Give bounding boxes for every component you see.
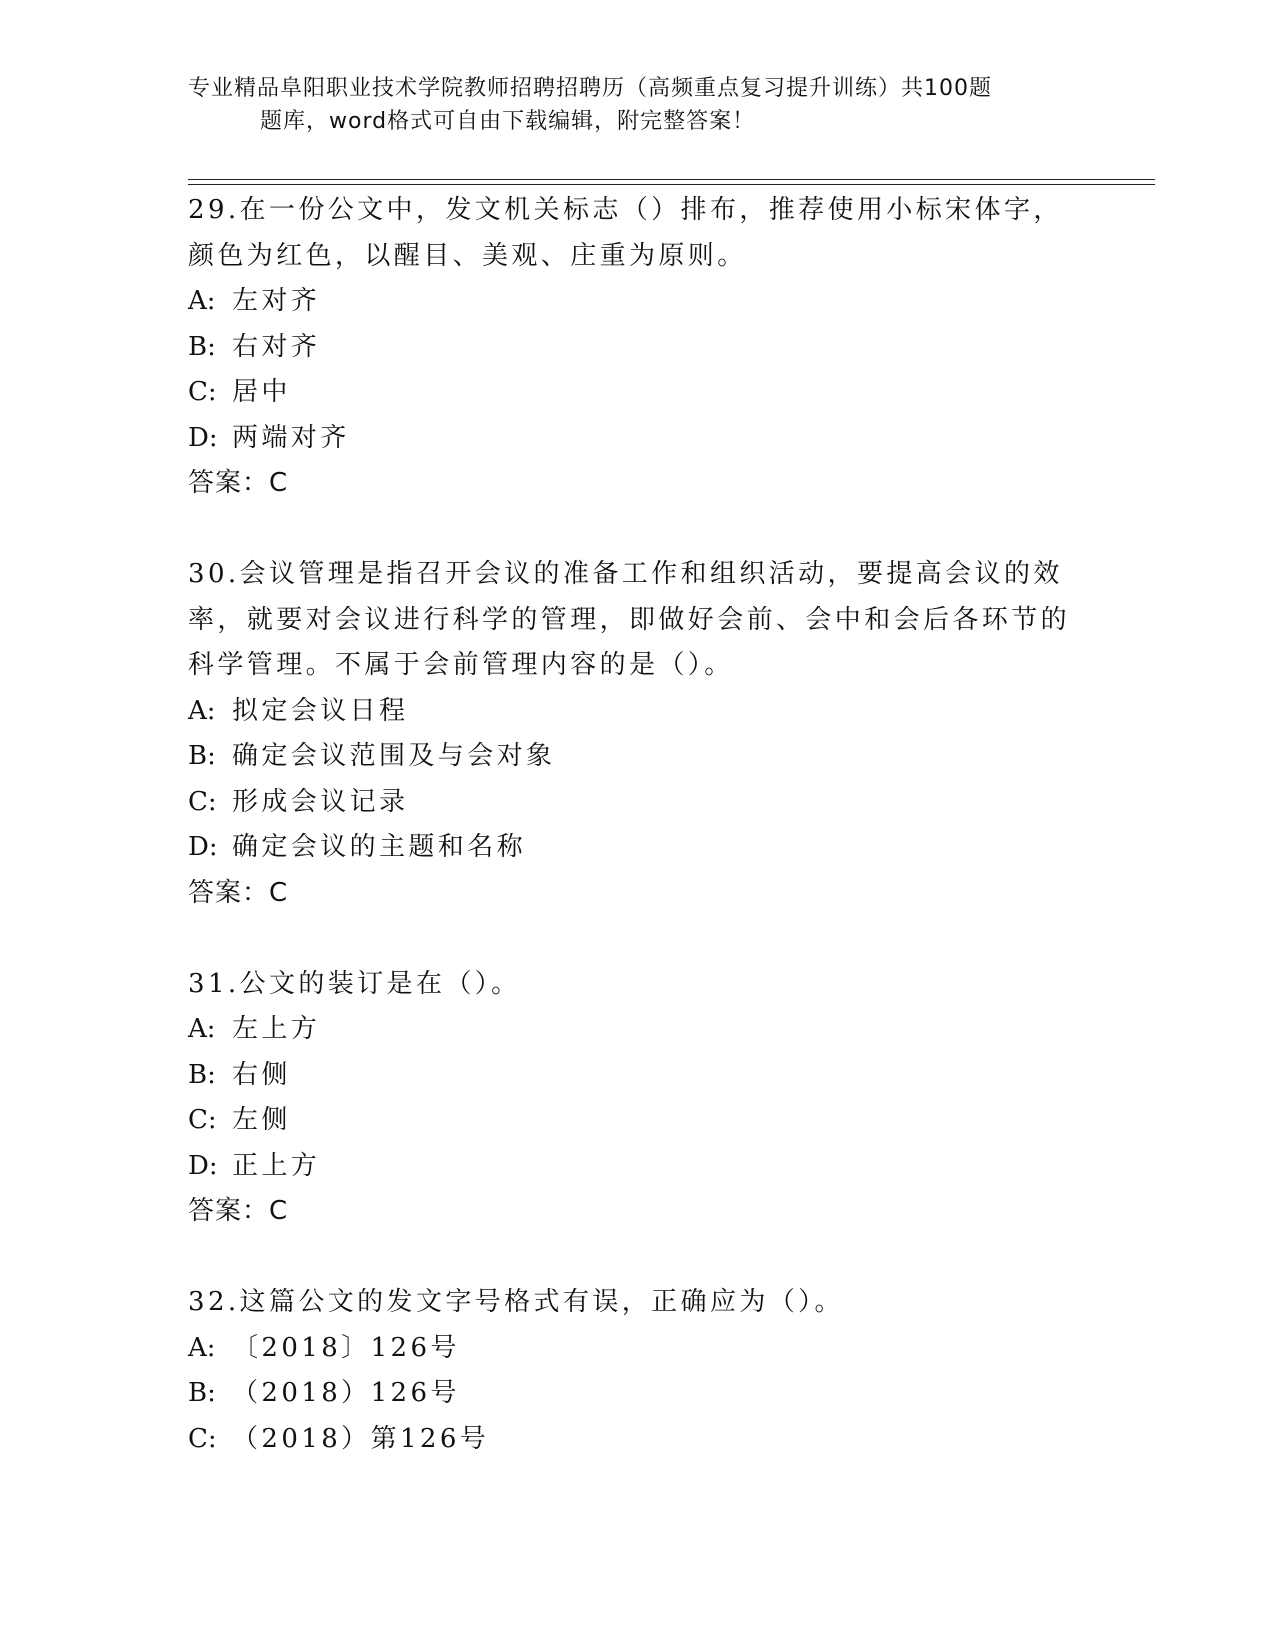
option-b	[188, 1371, 1088, 1417]
answer-line: 答案：C	[188, 1196, 289, 1226]
option-letter: D:	[188, 1150, 218, 1181]
option-d	[188, 1144, 1088, 1190]
header-divider-bottom	[188, 184, 1155, 185]
option-text: 左上方	[232, 1014, 321, 1044]
option-c	[188, 370, 1088, 416]
option-text: （2018）126号	[232, 1378, 460, 1408]
option-a	[188, 689, 1088, 735]
option-b	[188, 1053, 1088, 1099]
option-letter: C:	[188, 377, 217, 407]
header-divider-top	[188, 179, 1155, 180]
option-c	[188, 1417, 1088, 1463]
option-text: 〔2018〕126号	[232, 1332, 460, 1363]
question-spacer	[188, 916, 1088, 962]
header-title-line-2: 题库，word格式可自由下载编辑，附完整答案！	[260, 109, 756, 134]
option-text: （2018）第126号	[232, 1423, 490, 1454]
option-d	[188, 416, 1088, 462]
option-b	[188, 734, 1088, 780]
question-item	[188, 552, 1088, 916]
answer-line: 答案：C	[188, 468, 289, 498]
option-letter: B:	[188, 1059, 216, 1090]
option-d	[188, 825, 1088, 871]
option-text: 正上方	[232, 1150, 321, 1181]
option-letter: D:	[188, 422, 218, 453]
document-header	[188, 72, 1088, 138]
option-letter: B:	[188, 331, 216, 362]
option-text: 左对齐	[232, 286, 321, 316]
option-text: 拟定会议日程	[232, 695, 409, 726]
question-text: 30.会议管理是指召开会议的准备工作和组织活动，要提高会议的效率，就要对会议进行科学的管理，即做好会前、会中和会后各环节的科学管理。不属于会前管理内容的是（）。	[188, 559, 1071, 680]
question-text: 31.公文的装订是在（）。	[188, 968, 521, 999]
option-c	[188, 1098, 1088, 1144]
option-letter: B:	[188, 741, 216, 771]
question-item	[188, 962, 1088, 1235]
option-text: 确定会议的主题和名称	[232, 832, 527, 862]
option-b	[188, 325, 1088, 371]
option-letter: B:	[188, 1378, 216, 1408]
option-text: 两端对齐	[232, 422, 350, 453]
option-letter: A:	[188, 1014, 216, 1044]
option-text: 左侧	[232, 1105, 291, 1135]
question-text: 29.在一份公文中，发文机关标志（）排布，推荐使用小标宋体字，颜色为红色，以醒目、美观、庄重为原则。	[188, 195, 1063, 271]
option-a	[188, 1326, 1088, 1372]
header-title-line-1: 专业精品阜阳职业技术学院教师招聘招聘历（高频重点复习提升训练）共100题	[188, 76, 992, 101]
answer-line: 答案：C	[188, 877, 289, 908]
option-letter: A:	[188, 286, 216, 316]
option-letter: C:	[188, 1423, 217, 1454]
option-text: 右对齐	[232, 331, 321, 362]
option-a	[188, 279, 1088, 325]
option-text: 右侧	[232, 1059, 291, 1090]
option-text: 确定会议范围及与会对象	[232, 741, 556, 771]
option-letter: A:	[188, 695, 216, 726]
option-letter: D:	[188, 832, 218, 862]
question-item	[188, 1280, 1088, 1462]
option-letter: C:	[188, 1105, 217, 1135]
option-text: 居中	[232, 377, 291, 407]
question-spacer	[188, 507, 1088, 553]
question-spacer	[188, 1235, 1088, 1281]
option-letter: C:	[188, 786, 217, 817]
option-c	[188, 780, 1088, 826]
option-letter: A:	[188, 1332, 216, 1363]
question-item	[188, 188, 1088, 507]
question-text: 32.这篇公文的发文字号格式有误，正确应为（）。	[188, 1287, 844, 1317]
option-text: 形成会议记录	[232, 786, 409, 817]
option-a	[188, 1007, 1088, 1053]
question-list	[188, 188, 1088, 1462]
